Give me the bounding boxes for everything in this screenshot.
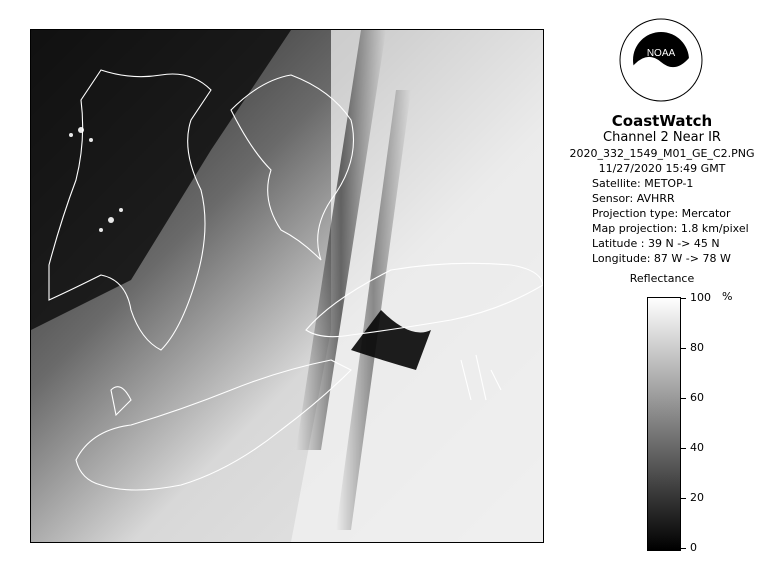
satellite-image — [30, 29, 544, 543]
colorbar-tick-label: 20 — [690, 491, 704, 504]
longitude-text: Longitude: 87 W -> 78 W — [592, 252, 731, 265]
colorbar-tick-label: 40 — [690, 441, 704, 454]
colorbar-tick-label: 0 — [690, 541, 697, 554]
channel-subtitle: Channel 2 Near IR — [603, 130, 721, 145]
colorbar-tick-label: 100 — [690, 291, 711, 304]
colorbar-tick-label: 60 — [690, 391, 704, 404]
satellite-image-canvas — [31, 30, 543, 542]
colorbar-tick-label: 80 — [690, 341, 704, 354]
scale-unit: % — [722, 290, 733, 303]
colorbar-tick — [680, 398, 686, 399]
reflectance-colorbar — [647, 297, 681, 551]
datetime-text: 11/27/2020 15:49 GMT — [598, 162, 726, 175]
noaa-logo-text: NOAA — [646, 48, 676, 59]
scale-label: Reflectance — [629, 272, 695, 285]
projection-type-text: Projection type: Mercator — [592, 207, 731, 220]
map-projection-text: Map projection: 1.8 km/pixel — [592, 222, 749, 235]
colorbar-tick — [680, 348, 686, 349]
colorbar-tick — [680, 548, 686, 549]
colorbar-tick — [680, 498, 686, 499]
info-panel — [562, 112, 762, 266]
colorbar-tick — [680, 298, 686, 299]
sensor-text: Sensor: AVHRR — [592, 192, 675, 205]
colorbar-tick — [680, 448, 686, 449]
noaa-logo — [619, 18, 703, 102]
filename-text: 2020_332_1549_M01_GE_C2.PNG — [569, 147, 755, 160]
latitude-text: Latitude : 39 N -> 45 N — [592, 237, 720, 250]
satellite-text: Satellite: METOP-1 — [592, 177, 694, 190]
app-title: CoastWatch — [611, 112, 713, 130]
